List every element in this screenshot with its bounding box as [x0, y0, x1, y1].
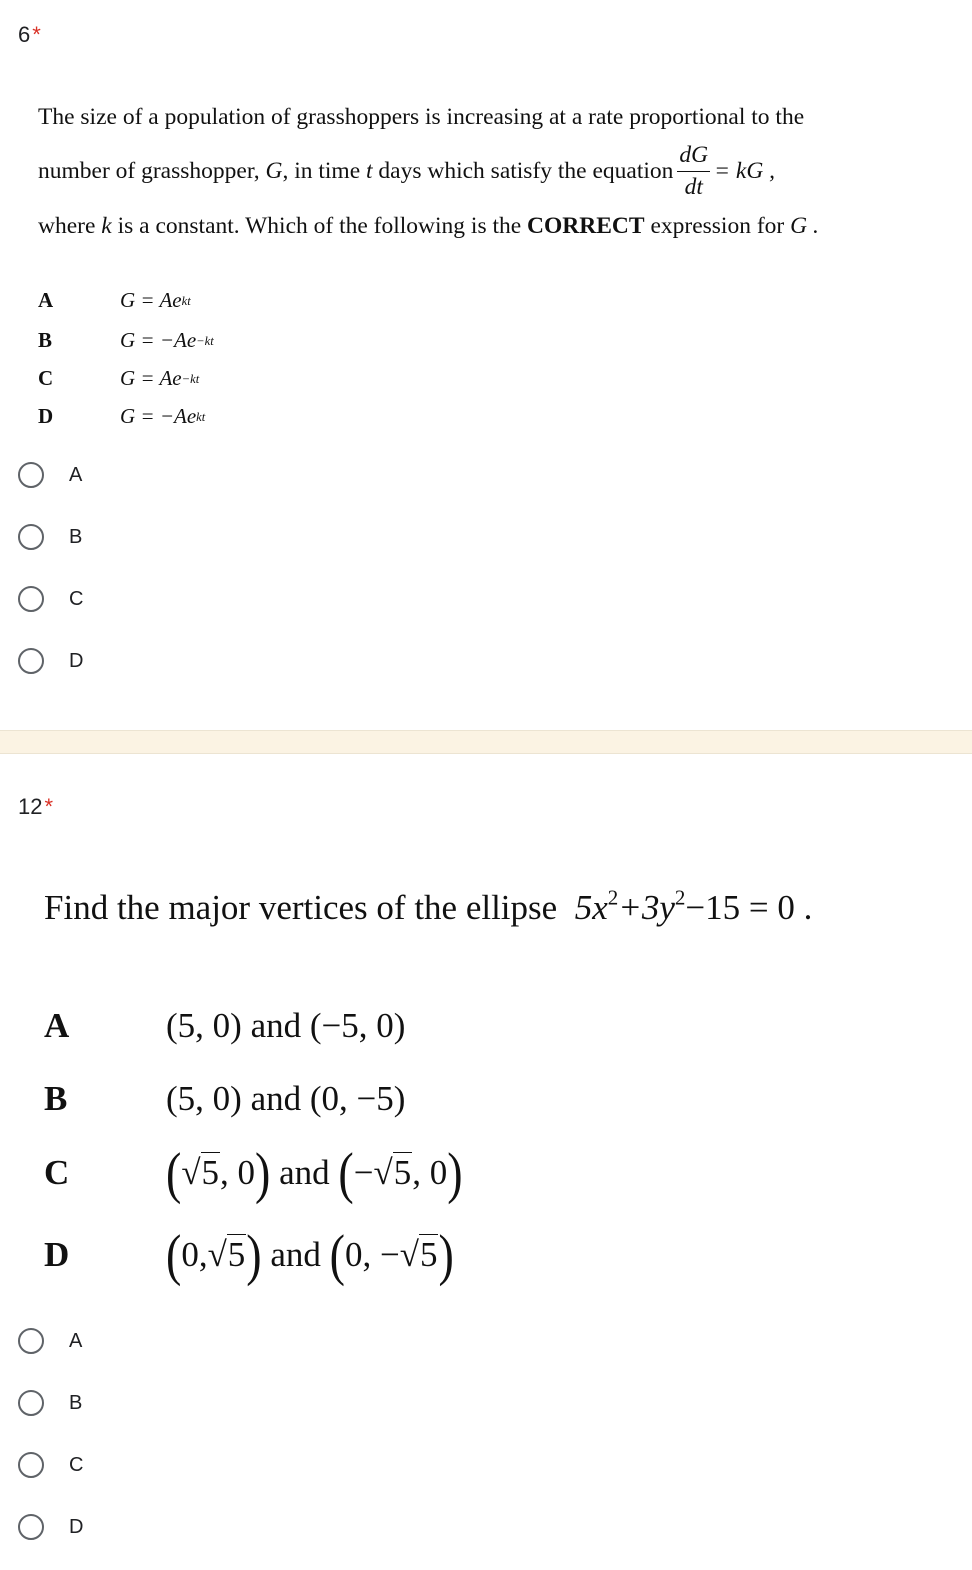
- question-6-number: 6*: [18, 22, 41, 47]
- derivative-fraction: $\frac{dG}{dt}$: [679, 141, 709, 200]
- q12-choice-a: A (5, 0) and (−5, 0): [44, 1006, 406, 1045]
- q6-choice-a: A G = Ae kt: [38, 288, 191, 312]
- question-12-text: Find the major vertices of the ellipse $5x^2+3y^2-15 = 0$ .: [44, 885, 813, 927]
- radio-button[interactable]: [18, 462, 44, 488]
- q12-option-b[interactable]: B: [18, 1390, 82, 1416]
- q12-option-a[interactable]: A: [18, 1328, 82, 1354]
- q6-option-b[interactable]: B: [18, 524, 82, 550]
- square-root: √5: [181, 1152, 220, 1192]
- radio-button[interactable]: [18, 1514, 44, 1540]
- q12-option-d[interactable]: D: [18, 1514, 83, 1540]
- radio-button[interactable]: [18, 1452, 44, 1478]
- q6-choice-b: B G = −Ae −kt: [38, 328, 214, 352]
- question-6-line-3: where k is a constant. Which of the following is the CORRECT expression for G .: [38, 213, 819, 239]
- question-6-line-2: number of grasshopper, G , in time t days which satisfy the equation $\frac{dG}{dt}$ = kG ,: [38, 141, 776, 200]
- square-root: √5: [399, 1234, 438, 1274]
- radio-button[interactable]: [18, 586, 44, 612]
- radio-button[interactable]: [18, 1328, 44, 1354]
- radio-button[interactable]: [18, 648, 44, 674]
- q6-option-c[interactable]: C: [18, 586, 83, 612]
- q12-choice-b: B (5, 0) and (0, −5): [44, 1079, 406, 1118]
- square-root: √5: [373, 1152, 412, 1192]
- q12-choice-d: D ( 0, √5 ) and ( 0, − √5 ): [44, 1222, 454, 1287]
- q6-option-a[interactable]: A: [18, 462, 82, 488]
- square-root: √5: [207, 1234, 246, 1274]
- q6-choice-c: C G = Ae −kt: [38, 366, 200, 390]
- question-12-number: 12*: [18, 794, 54, 819]
- section-divider: [0, 730, 972, 754]
- q12-choice-c: C ( √5 , 0 ) and ( − √5 , 0 ): [44, 1140, 463, 1205]
- q6-choice-d: D G = −Ae kt: [38, 404, 206, 428]
- radio-button[interactable]: [18, 1390, 44, 1416]
- q12-option-c[interactable]: C: [18, 1452, 83, 1478]
- radio-button[interactable]: [18, 524, 44, 550]
- q6-option-d[interactable]: D: [18, 648, 83, 674]
- required-asterisk: *: [32, 22, 41, 47]
- question-6-line-1: The size of a population of grasshoppers is increasing at a rate proportional to the: [38, 104, 805, 130]
- required-asterisk: *: [44, 794, 54, 819]
